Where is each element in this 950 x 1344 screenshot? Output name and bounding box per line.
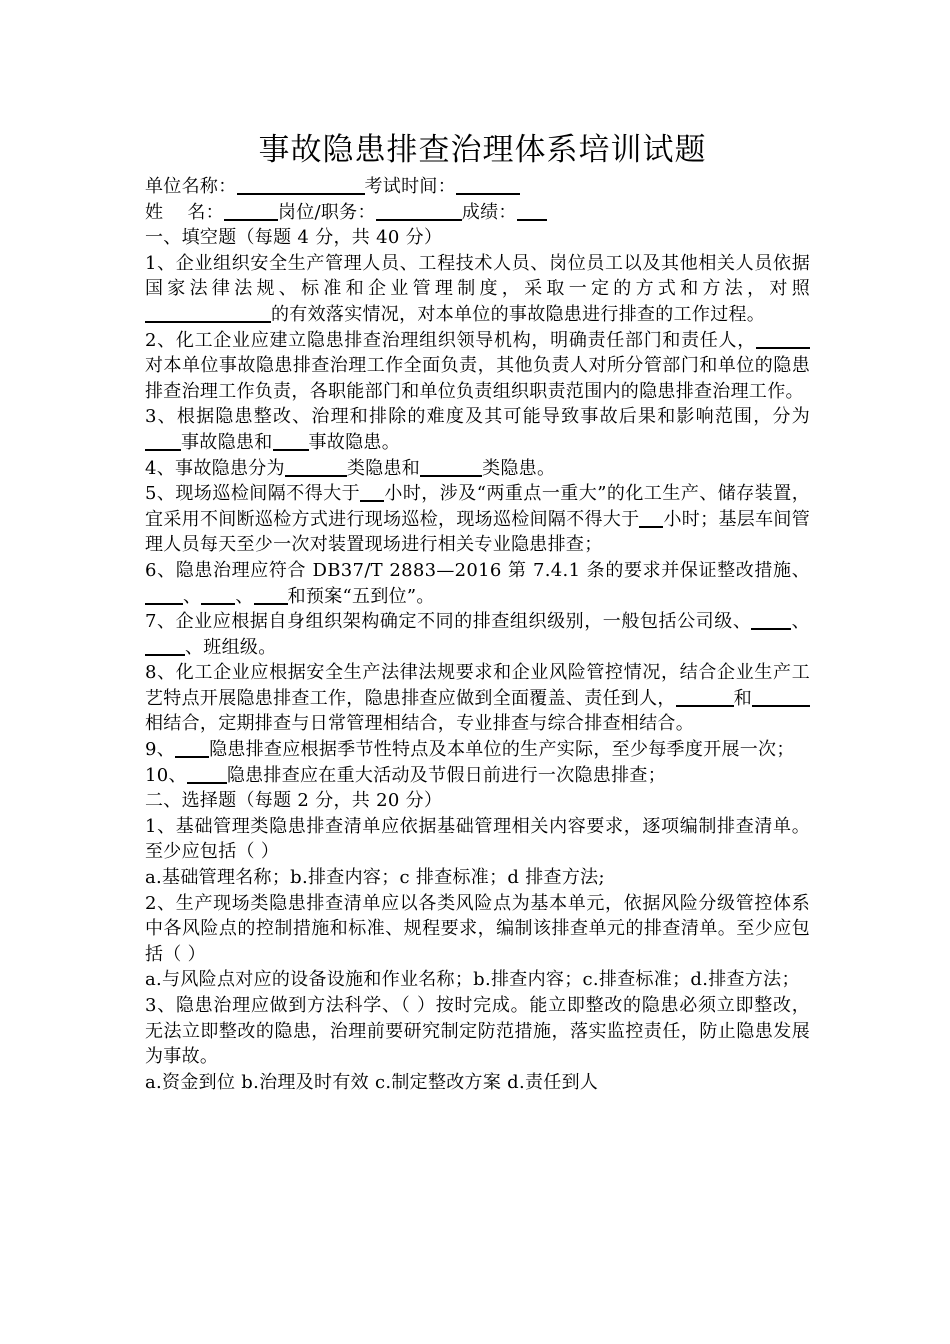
q1-blank[interactable] bbox=[145, 303, 271, 323]
q4-blank-2[interactable] bbox=[420, 457, 482, 477]
name-label-b: 名： bbox=[187, 201, 224, 223]
q8-blank-1[interactable] bbox=[676, 687, 734, 707]
q7-blank-1[interactable] bbox=[751, 610, 791, 630]
fill-question-10: 10、 隐患排查应在重大活动及节假日前进行一次隐患排查； bbox=[145, 764, 667, 786]
fill-question-9: 9、 隐患排查应根据季节性特点及本单位的生产实际，至少每季度开展一次； bbox=[145, 739, 795, 761]
choice-question-3: 3、隐患治理应做到方法科学、（ ）按时完成。能立即整改的隐患必须立即整改，无法立即整改的隐患，治理前要研究制定防范措施，落实监控责任，防止隐患发展为事故。 bbox=[145, 995, 810, 1068]
fill-question-1: 1、企业组织安全生产管理人员、工程技术人员、岗位员工以及其他相关人员依据国家法律法规、标准和企业管理制度，采取一定的方式和方法，对照的有效落实情况，对本单位的事故隐患进行排查的工作过程。 bbox=[145, 252, 810, 325]
q9-blank[interactable] bbox=[175, 738, 209, 758]
post-label: 岗位/职务： bbox=[277, 201, 376, 223]
q2-blank[interactable] bbox=[756, 329, 810, 349]
unit-blank[interactable] bbox=[237, 175, 365, 195]
q3-blank-1[interactable] bbox=[145, 431, 181, 451]
header-row-name bbox=[145, 200, 810, 226]
choice-question-1: 1、基础管理类隐患排查清单应依据基础管理相关内容要求，逐项编制排查清单。至少应包括（ ） bbox=[145, 815, 810, 863]
section1-heading: 一、填空题（每题 4 分，共 40 分） bbox=[145, 227, 443, 249]
time-label: 考试时间： bbox=[364, 176, 456, 197]
name-label-a: 姓 bbox=[145, 201, 164, 223]
name-blank[interactable] bbox=[224, 201, 278, 221]
q10-blank[interactable] bbox=[187, 764, 227, 784]
q6-blank-3[interactable] bbox=[254, 585, 288, 605]
fill-question-2: 2、化工企业应建立隐患排查治理组织领导机构，明确责任部门和责任人，对本单位事故隐患排查治理工作全面负责，其他负责人对所分管部门和单位的隐患排查治理工作负责，各职能部门和单位负责组织职责范围内的隐患排查治理工作。 bbox=[145, 329, 810, 402]
q4-blank-1[interactable] bbox=[285, 457, 347, 477]
section2-heading: 二、选择题（每题 2 分，共 20 分） bbox=[145, 790, 443, 812]
exam-page bbox=[145, 128, 810, 1095]
score-label: 成绩： bbox=[461, 201, 517, 223]
unit-label: 单位名称： bbox=[145, 176, 237, 197]
q6-blank-1[interactable] bbox=[145, 585, 183, 605]
fill-question-3: 3、根据隐患整改、治理和排除的难度及其可能导致事故后果和影响范围，分为事故隐患和 事故隐患。 bbox=[145, 406, 810, 453]
time-blank[interactable] bbox=[456, 175, 520, 195]
fill-question-6: 6、隐患治理应符合 DB37/T 2883—2016 第 7.4.1 条的要求并保证整改措施、、 、 和预案“五到位”。 bbox=[145, 559, 810, 607]
fill-question-4: 4、事故隐患分为 类隐患和 类隐患。 bbox=[145, 457, 556, 479]
post-blank[interactable] bbox=[376, 201, 462, 221]
q6-blank-2[interactable] bbox=[201, 585, 235, 605]
choice-question-1-options: a.基础管理名称；b.排查内容；c 排查标准；d 排查方法; bbox=[145, 867, 605, 889]
q7-blank-2[interactable] bbox=[145, 636, 185, 656]
page-title: 事故隐患排查治理体系培训试题 bbox=[258, 132, 707, 168]
fill-question-8: 8、化工企业应根据安全生产法律法规要求和企业风险管控情况，结合企业生产工艺特点开展隐患排查工作，隐患排查应做到全面覆盖、责任到人， 和相结合，定期排查与日常管理相结合，专业排查与综合排查相结合。 bbox=[145, 662, 810, 735]
q5-blank-2[interactable] bbox=[639, 508, 663, 528]
choice-question-2-options: a.与风险点对应的设备设施和作业名称；b.排查内容；c.排查标准；d.排查方法； bbox=[145, 969, 800, 991]
score-blank[interactable] bbox=[517, 201, 547, 221]
q3-blank-2[interactable] bbox=[273, 431, 309, 451]
header-row-unit bbox=[145, 174, 810, 200]
choice-question-2: 2、生产现场类隐患排查清单应以各类风险点为基本单元，依据风险分级管控体系中各风险点的控制措施和标准、规程要求，编制该排查单元的排查清单。至少应包括（ ） bbox=[145, 892, 810, 965]
choice-question-3-options: a.资金到位 b.治理及时有效 c.制定整改方案 d.责任到人 bbox=[145, 1071, 599, 1093]
fill-question-7: 7、企业应根据自身组织架构确定不同的排查组织级别，一般包括公司级、 、、班组级。 bbox=[145, 611, 810, 658]
q8-blank-2[interactable] bbox=[752, 687, 810, 707]
fill-question-5: 5、现场巡检间隔不得大于 小时，涉及“两重点一重大”的化工生产、储存装置，宜采用不间断巡检方式进行现场巡检，现场巡检间隔不得大于 小时；基层车间管理人员每天至少一次对装置现场进行相关专业隐患排查； bbox=[145, 483, 810, 556]
q5-blank-1[interactable] bbox=[360, 482, 384, 502]
